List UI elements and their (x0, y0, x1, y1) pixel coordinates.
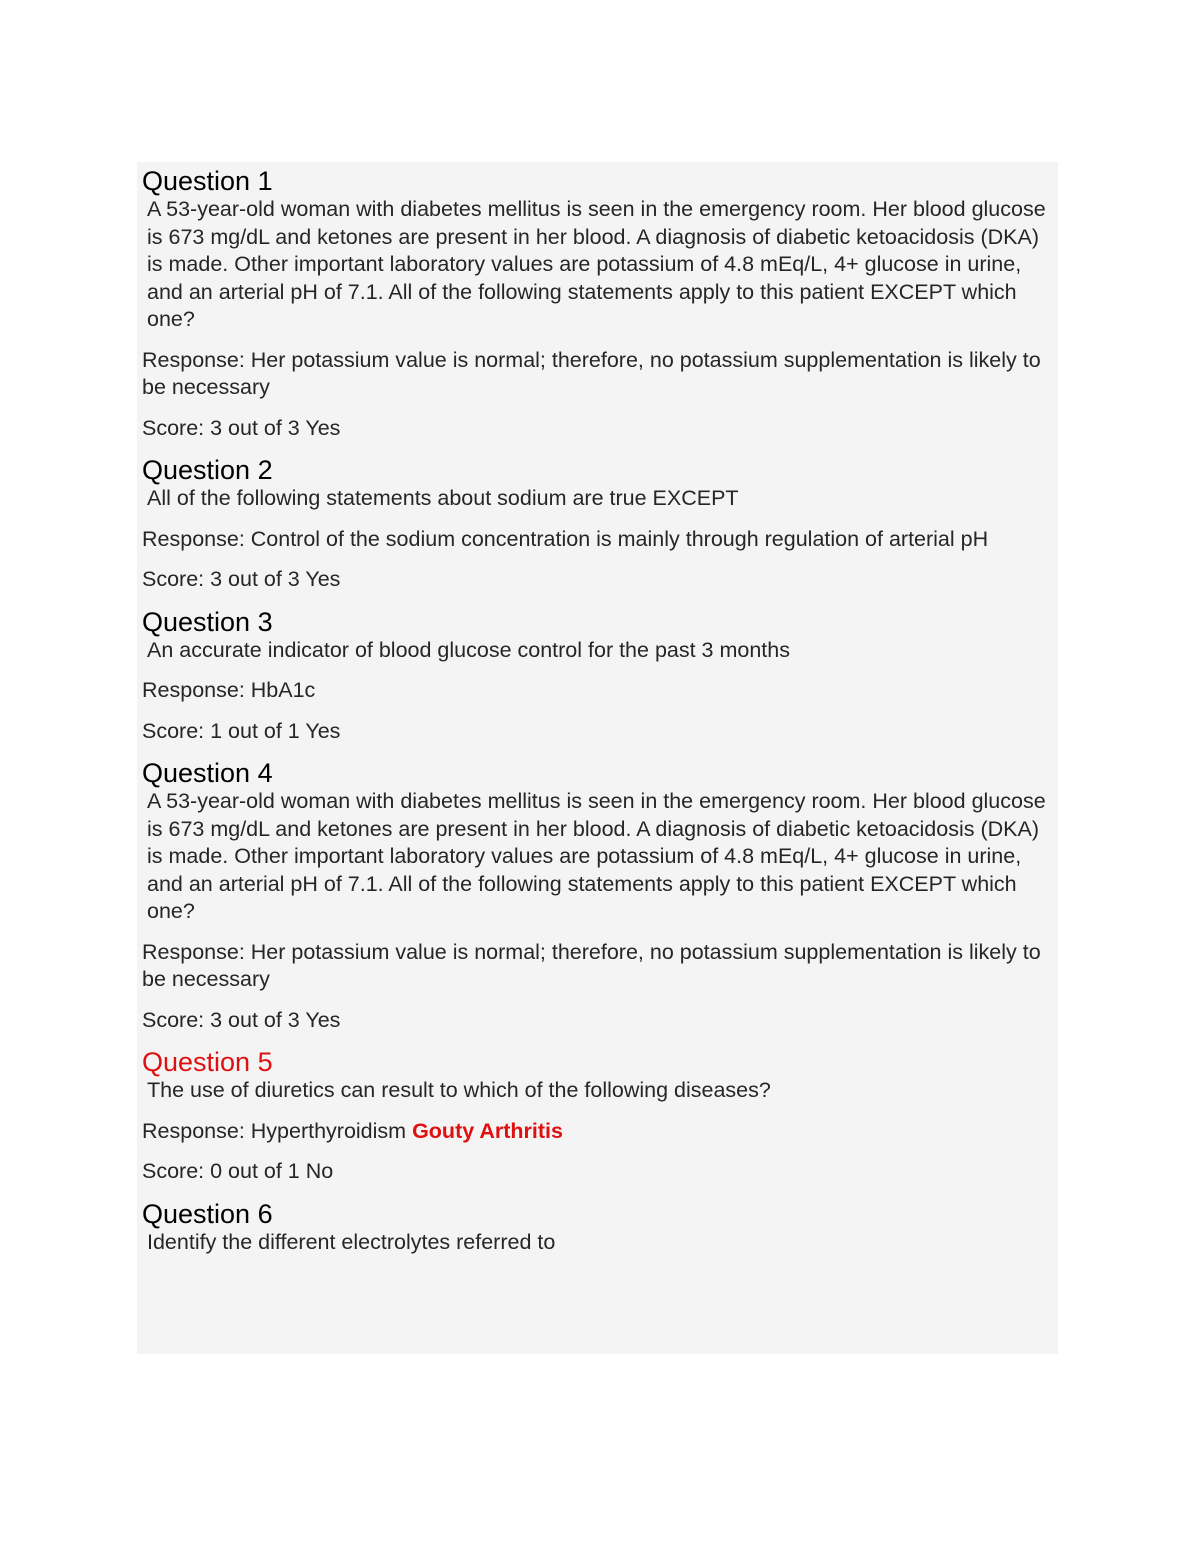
question-block-3 (142, 607, 1047, 746)
question-title: Question 2 (142, 455, 273, 485)
question-text: A 53-year-old woman with diabetes mellitus is seen in the emergency room. Her blood glucose is 673 mg/dL and ketones are present in her blood. A diagnosis of diabetic ketoacidosis (DKA) is made. Other important laboratory values are potassium of 4.8 mEq/L, 4+ glucose in urine, and an arterial pH of 7.1. All of the following statements apply to this patient EXCEPT which one? (147, 197, 1046, 331)
question-text: A 53-year-old woman with diabetes mellitus is seen in the emergency room. Her blood glucose is 673 mg/dL and ketones are present in her blood. A diagnosis of diabetic ketoacidosis (DKA) is made. Other important laboratory values are potassium of 4.8 mEq/L, 4+ glucose in urine, and an arterial pH of 7.1. All of the following statements apply to this patient EXCEPT which one? (147, 789, 1046, 923)
quiz-results-list (137, 162, 1047, 1256)
question-block-2 (142, 455, 1047, 594)
question-title: Question 1 (142, 166, 273, 196)
question-response: Response: HbA1c (142, 678, 316, 702)
question-score: Score: 1 out of 1 Yes (142, 718, 341, 743)
question-score: Score: 0 out of 1 No (142, 1159, 334, 1183)
question-block-1 (142, 166, 1047, 442)
question-block-6 (142, 1199, 1047, 1257)
question-text: Identify the different electrolytes referred to (147, 1229, 556, 1254)
question-response (142, 1118, 1047, 1146)
question-block-5 (142, 1047, 1047, 1186)
question-title: Question 6 (142, 1198, 273, 1229)
question-title: Question 3 (142, 606, 273, 637)
quiz-results-panel (137, 162, 1058, 1354)
question-text: An accurate indicator of blood glucose control for the past 3 months (147, 637, 790, 662)
question-response: Response: Her potassium value is normal; therefore, no potassium supplementation is likely to be necessary (142, 939, 1041, 991)
question-title: Question 4 (142, 758, 273, 788)
question-score: Score: 3 out of 3 Yes (142, 1007, 341, 1032)
question-response: Response: Control of the sodium concentration is mainly through regulation of arterial pH (142, 526, 989, 551)
response-answer: Response: Hyperthyroidism (142, 1118, 407, 1143)
question-block-4 (142, 758, 1047, 1034)
question-text: The use of diuretics can result to which of the following diseases? (147, 1078, 771, 1102)
question-score: Score: 3 out of 3 Yes (142, 567, 341, 591)
question-response: Response: Her potassium value is normal; therefore, no potassium supplementation is likely to be necessary (142, 347, 1041, 399)
question-text: All of the following statements about sodium are true EXCEPT (147, 486, 739, 510)
correct-answer: Gouty Arthritis (412, 1118, 563, 1143)
question-title-incorrect: Question 5 (142, 1047, 273, 1077)
question-score: Score: 3 out of 3 Yes (142, 415, 341, 440)
